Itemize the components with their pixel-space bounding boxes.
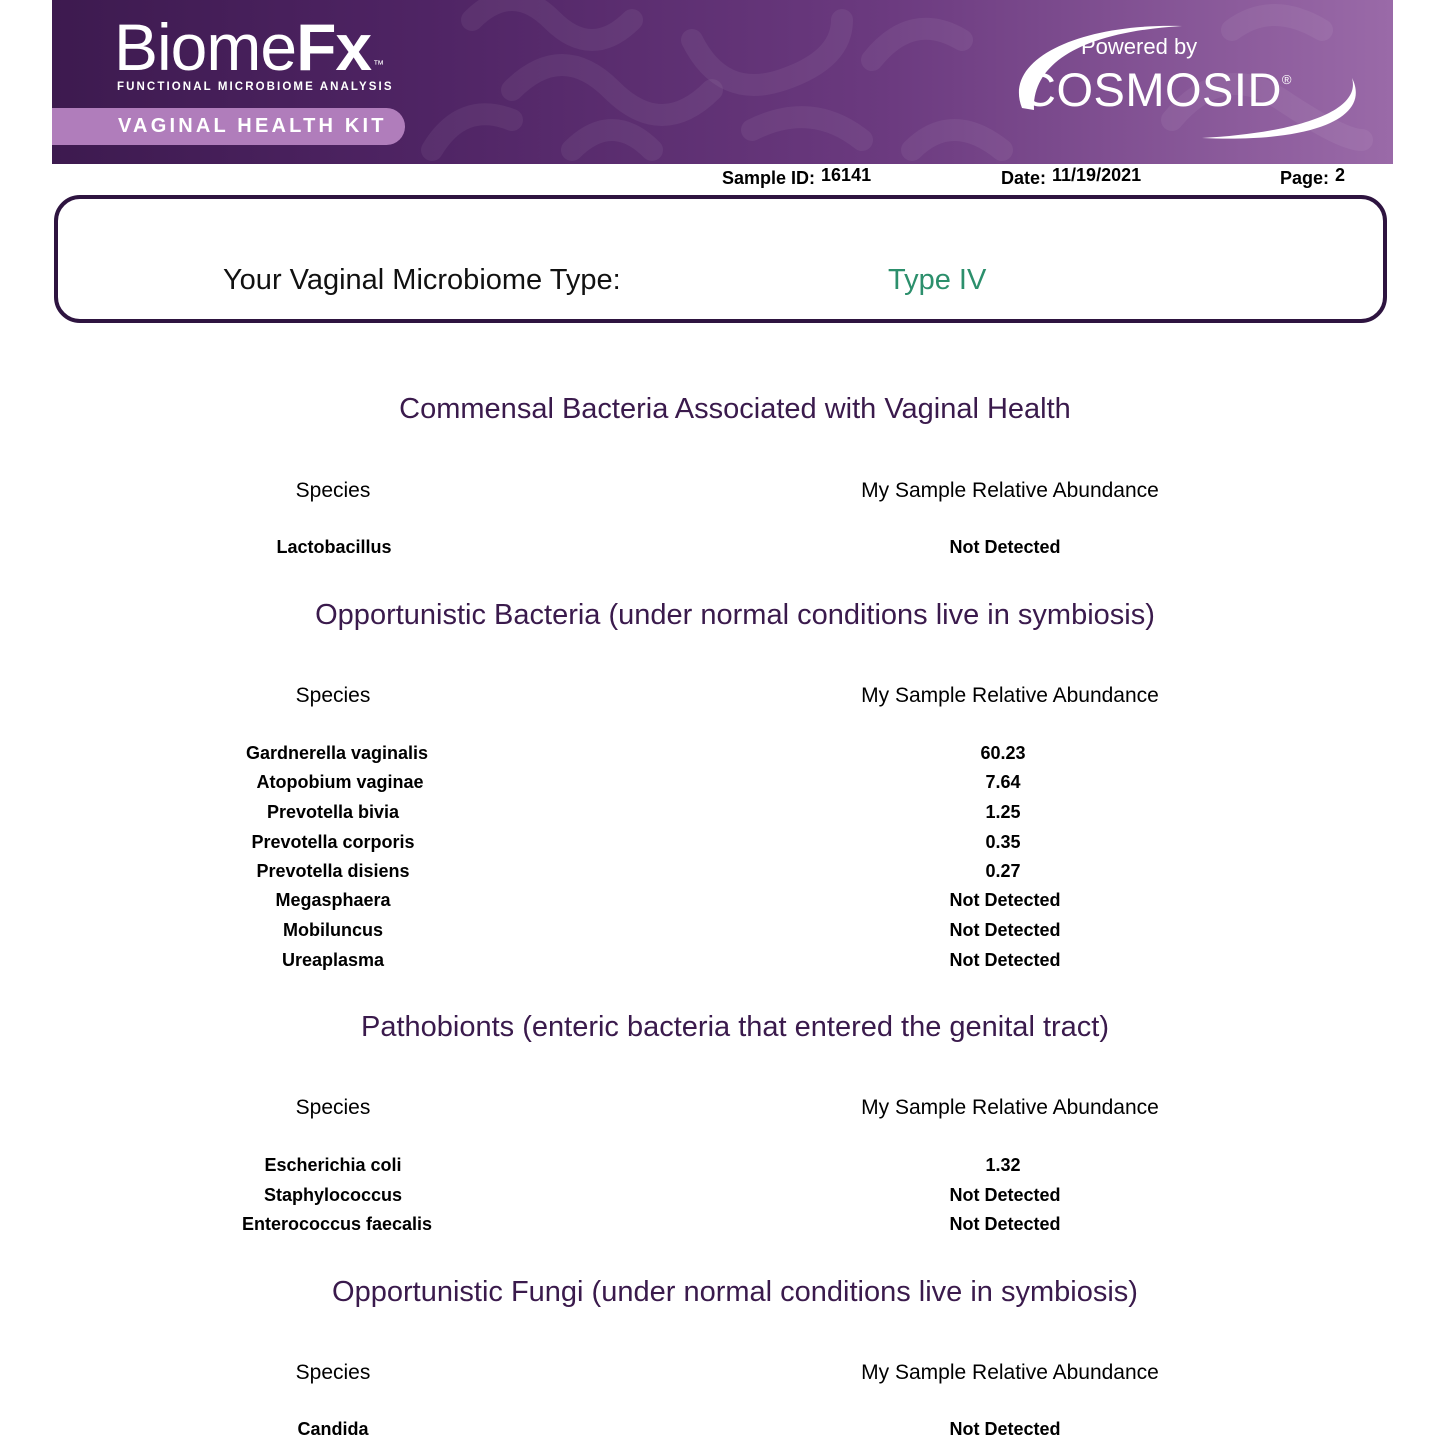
kit-name-badge: VAGINAL HEALTH KIT xyxy=(52,108,405,145)
abundance-value: 60.23 xyxy=(980,743,1026,763)
abundance-value: 1.32 xyxy=(985,1155,1021,1175)
section-title: Commensal Bacteria Associated with Vaginal Health xyxy=(399,393,1071,425)
abundance-column-header: My Sample Relative Abundance xyxy=(861,1096,1159,1119)
microbiome-type-box xyxy=(54,195,1387,323)
species-name: Candida xyxy=(297,1419,369,1439)
microbiome-type-value: Type IV xyxy=(888,264,987,296)
page-number: Page: 2 xyxy=(1280,165,1346,188)
species-column-header: Species xyxy=(295,479,371,502)
brand-tagline: FUNCTIONAL MICROBIOME ANALYSIS xyxy=(117,81,394,93)
species-name: Prevotella disiens xyxy=(256,861,410,881)
abundance-value: 1.25 xyxy=(985,802,1021,822)
species-name: Gardnerella vaginalis xyxy=(245,743,429,763)
abundance-column-header: My Sample Relative Abundance xyxy=(861,479,1159,502)
header-banner xyxy=(52,0,1393,164)
microbiome-type-label: Your Vaginal Microbiome Type: xyxy=(223,264,621,296)
section-title: Opportunistic Fungi (under normal conditions live in symbiosis) xyxy=(332,1276,1138,1308)
species-name: Escherichia coli xyxy=(264,1155,402,1175)
species-name: Lactobacillus xyxy=(276,537,392,557)
abundance-column-header: My Sample Relative Abundance xyxy=(861,1361,1159,1384)
report-meta xyxy=(0,164,1445,194)
abundance-value: 7.64 xyxy=(985,772,1021,792)
abundance-value: Not Detected xyxy=(949,537,1061,557)
partner-logo: COSMOSID® xyxy=(1022,63,1293,116)
species-name: Staphylococcus xyxy=(263,1185,403,1205)
abundance-column-header: My Sample Relative Abundance xyxy=(861,684,1159,707)
abundance-value: 0.35 xyxy=(985,832,1021,852)
abundance-value: 0.27 xyxy=(985,861,1021,881)
abundance-value: Not Detected xyxy=(949,1185,1061,1205)
species-name: Prevotella corporis xyxy=(251,832,415,852)
species-column-header: Species xyxy=(295,1096,371,1119)
species-name: Ureaplasma xyxy=(281,950,385,970)
abundance-value: Not Detected xyxy=(949,890,1061,910)
abundance-value: Not Detected xyxy=(949,1419,1061,1439)
species-name: Mobiluncus xyxy=(283,920,383,940)
section-title: Opportunistic Bacteria (under normal conditions live in symbiosis) xyxy=(315,599,1155,631)
abundance-value: Not Detected xyxy=(949,920,1061,940)
abundance-value: Not Detected xyxy=(949,1214,1061,1234)
species-column-header: Species xyxy=(295,1361,371,1384)
sample-id: Sample ID: 16141 xyxy=(722,165,872,188)
abundance-value: Not Detected xyxy=(949,950,1061,970)
powered-by-text: Powered by xyxy=(1081,34,1198,59)
species-name: Enterococcus faecalis xyxy=(241,1214,433,1234)
species-name: Atopobium vaginae xyxy=(256,772,424,792)
section-title: Pathobionts (enteric bacteria that entered the genital tract) xyxy=(361,1011,1109,1043)
report-date: Date: 11/19/2021 xyxy=(1001,165,1142,188)
species-name: Prevotella bivia xyxy=(266,802,400,822)
brand-logo: BiomeFx ™ xyxy=(114,10,384,84)
species-name: Megasphaera xyxy=(275,890,391,910)
species-column-header: Species xyxy=(295,684,371,707)
